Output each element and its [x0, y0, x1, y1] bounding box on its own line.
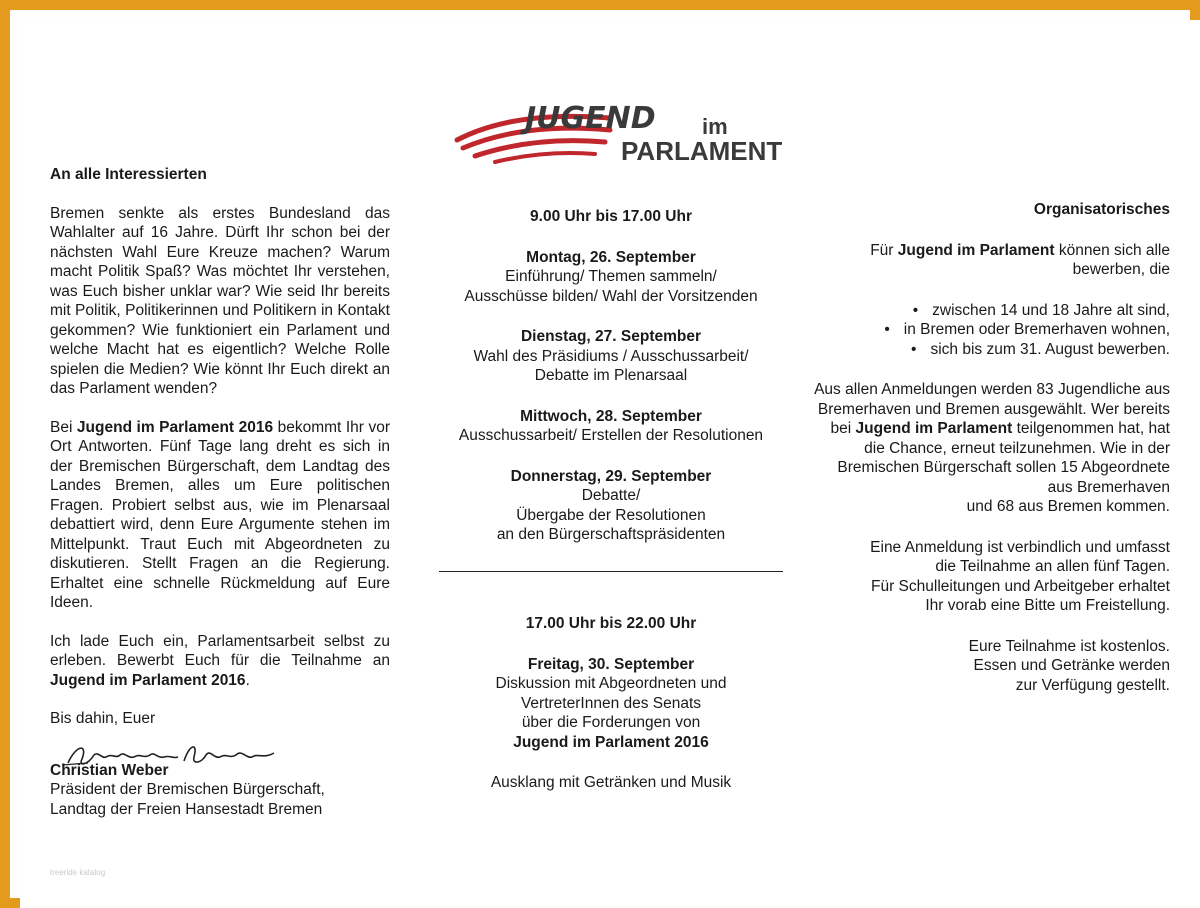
list-item [810, 320, 1170, 340]
list-item-text: in Bremen oder Bremerhaven wohnen, [903, 321, 1170, 338]
day-line: Wahl des Präsidiums / Ausschussarbeit/ [473, 347, 749, 365]
organisation-column [810, 200, 1170, 716]
list-item [810, 340, 1170, 360]
letter-paragraph-3 [50, 632, 390, 691]
event-name: Jugend im Parlament [897, 241, 1055, 259]
schedule-time-evening: 17.00 Uhr bis 22.00 Uhr [525, 615, 697, 632]
text: können sich alle bewerben, die [1054, 241, 1170, 278]
day-date: Mittwoch, 28. September [520, 407, 702, 425]
day-line: Diskussion mit Abgeordneten und [495, 675, 727, 692]
flyer-page [20, 20, 1200, 908]
schedule-time-day: 9.00 Uhr bis 17.00 Uhr [530, 208, 692, 225]
day-date: Freitag, 30. September [527, 655, 695, 673]
event-name: Jugend im Parlament 2016 [76, 418, 274, 436]
schedule-day-thursday [438, 467, 784, 545]
text: Ihr vorab eine Bitte um Freistellung. [925, 597, 1170, 614]
signer-role-1: Präsident der Bremischen Bürgerschaft, [50, 781, 325, 798]
schedule-outro: Ausklang mit Getränken und Musik [490, 774, 732, 791]
registration-paragraph [810, 538, 1170, 616]
greeting: An alle Interessierten [50, 166, 207, 183]
requirements-list [810, 301, 1170, 360]
day-line: Debatte/ [581, 487, 641, 504]
bullet-icon: • [911, 340, 917, 358]
selection-paragraph [810, 380, 1170, 517]
closing: Bis dahin, Euer [50, 710, 156, 727]
cost-paragraph [810, 637, 1170, 696]
day-line: über die Forderungen von [521, 714, 701, 731]
intro-paragraph [810, 241, 1170, 280]
day-date: Montag, 26. September [526, 248, 696, 266]
bullet-icon: • [884, 321, 890, 338]
text: die Teilnahme an allen fünf Tagen. [935, 558, 1170, 575]
text: Bei [50, 418, 77, 436]
event-name: Jugend im Parlament 2016 [50, 671, 246, 689]
text: Für Schulleitungen und Arbeitgeber erhaltet [870, 577, 1170, 595]
schedule-day-tuesday [438, 327, 784, 386]
signature-block [50, 761, 390, 820]
day-line: an den Bürgerschaftspräsidenten [496, 526, 726, 543]
schedule-column [438, 207, 784, 793]
text: Essen und Getränke werden [973, 657, 1170, 674]
logo-jugend-text: JUGEND [525, 101, 656, 136]
event-name: Jugend im Parlament 2016 [513, 733, 709, 751]
day-date: Donnerstag, 29. September [510, 467, 712, 485]
day-line: Debatte im Plenarsaal [534, 367, 688, 384]
letter-column [50, 165, 390, 819]
text: bekommt Ihr vor Ort Antworten. Fünf Tage lang dreht es sich in der Bremischen Bürgerschaft, dem Landtag des Landes Bremen, alles um Eure politischen Fragen. Probiert selbst aus, wie im Plenarsaal debattiert wird, denn Eure Argumente stehen im Mittelpunkt. Traut Euch mit Abgeordneten zu diskutieren. Stellt Fragen an die Regierung. Erhaltet eine schnelle Rückmeldung auf Eure Ideen. [50, 418, 390, 611]
schedule-day-wednesday [438, 407, 784, 446]
signer-name: Christian Weber [50, 761, 169, 779]
letter-paragraph-2 [50, 418, 390, 613]
text: . [245, 671, 250, 689]
list-item [810, 301, 1170, 321]
day-line: Ausschüsse bilden/ Wahl der Vorsitzenden [464, 287, 758, 305]
watermark: treeride katalog [50, 868, 106, 877]
letter-paragraph-1: Bremen senkte als erstes Bundesland das Wahlalter auf 16 Jahre. Dürft Ihr schon bei der nächsten Wahl Eure Kreuze machen? Warum macht Politik Spaß? Was möchtet Ihr verstehen, was Euch bisher unklar war? Wie seid Ihr bereits mit Politik, Politikerinnen und Politikern in Kontakt gekommen? Wie funktioniert ein Parlament und welche Macht hat es eigentlich? Welche Rolle spielen die Medien? Wie könnt Ihr Euch direkt an das Parlament wenden? [50, 204, 390, 397]
day-date: Dienstag, 27. September [520, 328, 702, 345]
day-line: VertreterInnen des Senats [520, 694, 702, 712]
logo-im-text: im [702, 114, 728, 139]
signer-role-2: Landtag der Freien Hansestadt Bremen [50, 800, 323, 818]
section-heading: Organisatorisches [1033, 201, 1170, 218]
list-item-text: zwischen 14 und 18 Jahre alt sind, [932, 301, 1170, 319]
divider-line [439, 571, 783, 573]
jugend-im-parlament-logo [445, 90, 795, 170]
text: zur Verfügung gestellt. [1015, 676, 1170, 694]
text: Eine Anmeldung ist verbindlich und umfasst [870, 538, 1170, 556]
day-line: Ausschussarbeit/ Erstellen der Resolutionen [458, 427, 764, 444]
list-item-text: sich bis zum 31. August bewerben. [930, 340, 1170, 358]
event-name: Jugend im Parlament [855, 420, 1013, 437]
schedule-day-monday [438, 248, 784, 307]
day-line: Einführung/ Themen sammeln/ [505, 268, 717, 285]
day-line: Übergabe der Resolutionen [516, 506, 706, 524]
text: Eure Teilnahme ist kostenlos. [968, 637, 1170, 655]
text: und 68 aus Bremen kommen. [966, 498, 1170, 515]
logo-parlament-text: PARLAMENT [621, 136, 783, 166]
schedule-day-friday [438, 655, 784, 753]
text: teilgenommen hat, hat die Chance, erneut teilzunehmen. Wie in der Bremischen Bürgerschaft sollen 15 Abgeordnete aus Bremerhaven [837, 420, 1170, 496]
text: Aus allen Anmeldungen werden 83 Jugendliche aus Bremerhaven und Bremen ausgewählt. Wer bereits bei [814, 381, 1170, 437]
text: Ich lade Euch ein, Parlamentsarbeit selbst zu erleben. Bewerbt Euch für die Teilnahme an [50, 632, 390, 669]
bullet-icon: • [912, 301, 919, 319]
text: Für [870, 241, 898, 259]
